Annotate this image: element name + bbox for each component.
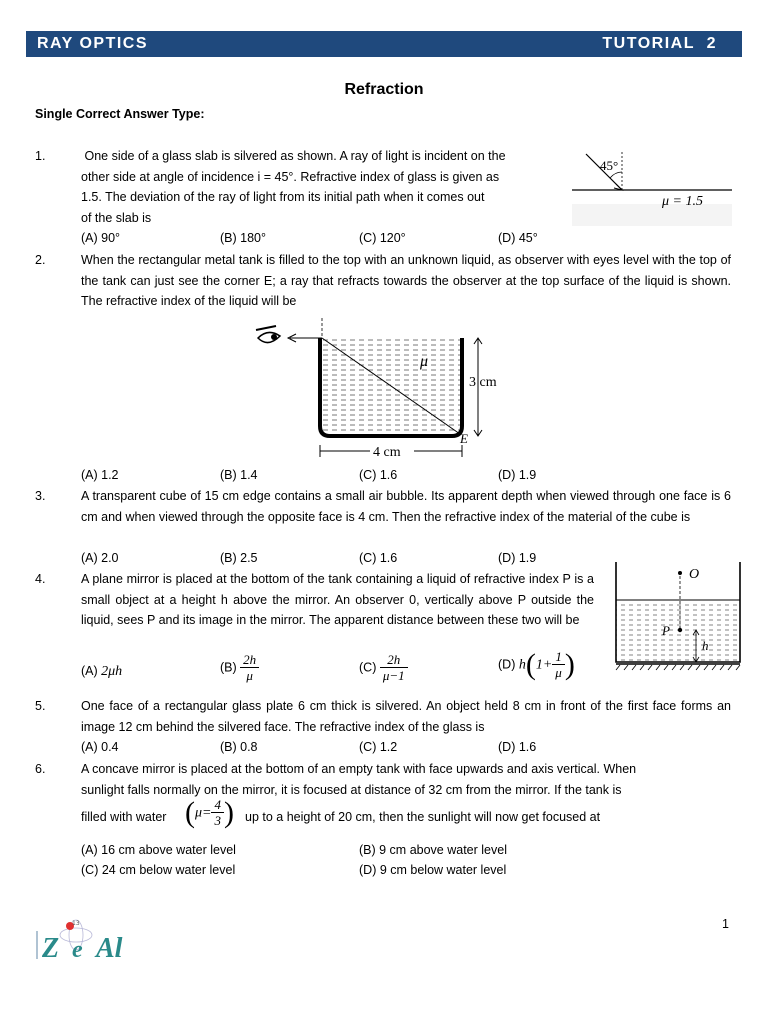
- q6-number: 6.: [35, 762, 46, 776]
- q2-mu-label: μ: [420, 353, 429, 370]
- q5-option-a: (A) 0.4: [81, 740, 119, 754]
- q1-option-d: (D) 45°: [498, 231, 538, 245]
- q6-line3-pre: filled with water: [81, 810, 167, 824]
- q4-option-c: [359, 653, 408, 683]
- q4-option-a: [81, 664, 122, 680]
- q1-figure: [572, 146, 738, 230]
- zeal-logo: [34, 917, 146, 965]
- q6-option-b: (B) 9 cm above water level: [359, 843, 507, 857]
- q6-line3-post: up to a height of 20 cm, then the sunlight will now get focused at: [245, 810, 601, 824]
- q4-option-d: (D) h(1+ $\frac{1}{\mu}$ ): [498, 648, 575, 681]
- q4-option-d-den: μ: [555, 665, 562, 680]
- q4-option-c-label: (C): [359, 660, 377, 675]
- q6-mu-den: 3: [214, 813, 221, 828]
- q2-option-c: (C) 1.6: [359, 468, 398, 482]
- q1-text: [81, 146, 561, 229]
- q2-number: 2.: [35, 253, 46, 267]
- q1-line: other side at angle of incidence i = 45°. Refractive index of glass is given as: [81, 169, 500, 184]
- q3-option-a: (A) 2.0: [81, 551, 119, 565]
- logo-letter-z: Z: [42, 933, 60, 964]
- q1-slab-shade: [572, 204, 732, 226]
- q4-object-label: P: [662, 623, 670, 638]
- q2-height-label: 3 cm: [469, 375, 497, 390]
- q3-number: 3.: [35, 489, 46, 503]
- q4-observer-label: O: [689, 567, 700, 582]
- q2-option-d: (D) 1.9: [498, 468, 537, 482]
- q4-option-c-num: 2h: [380, 653, 408, 668]
- q6-line1: A concave mirror is placed at the bottom of an empty tank with face upwards and axis vertical. When: [81, 762, 637, 776]
- q2-figure: [250, 318, 510, 468]
- q6-mu-num: 4: [211, 798, 224, 813]
- q3-option-d: (D) 1.9: [498, 551, 537, 565]
- q4-option-b-den: μ: [246, 668, 253, 683]
- q4-option-b: [220, 653, 259, 683]
- q1-line: One side of a glass slab is silvered as shown. A ray of light is incident on the: [81, 149, 506, 163]
- logo-letter-e: e: [72, 937, 83, 963]
- q1-angle-label: 45°: [600, 158, 619, 173]
- q4-mirror-hatch: [616, 665, 740, 670]
- q5-number: 5.: [35, 699, 46, 713]
- q4-figure: [604, 558, 746, 676]
- q4-option-b-label: (B): [220, 660, 237, 675]
- header-right-title: TUTORIAL 2: [602, 35, 717, 52]
- q1-line: of the slab is: [81, 211, 152, 226]
- q6-option-d: (D) 9 cm below water level: [359, 863, 507, 877]
- q5-option-d: (D) 1.6: [498, 740, 537, 754]
- q5-text: One face of a rectangular glass plate 6 cm thick is silvered. An object held 8 cm in front of the first face forms an image 12 cm behind the silvered face. The refractive index of the glass is: [81, 699, 731, 734]
- q6-option-c: (C) 24 cm below water level: [81, 863, 236, 877]
- q6-mu-expression: (μ= $\frac{4}{3}$ ): [185, 796, 234, 829]
- q3-text: A transparent cube of 15 cm edge contains a small air bubble. Its apparent depth when viewed through one face is 6 cm and when viewed through the opposite face is 4 cm. Then the refractive index of the material of the cube is: [81, 489, 731, 524]
- q6-mu-symbol: μ=: [195, 805, 212, 821]
- q4-object-point: [678, 628, 682, 632]
- header-left-title: RAY OPTICS: [37, 35, 149, 52]
- q2-text: When the rectangular metal tank is filled to the top with an unknown liquid, as observer with eyes level with the top of the tank can just see the corner E; a ray that refracts towards the observer at the top surface of the liquid is shown. The refractive index of the liquid will be: [81, 253, 731, 309]
- q4-option-d-one: 1+: [535, 657, 553, 673]
- q5-option-c: (C) 1.2: [359, 740, 398, 754]
- q2-corner-label: E: [460, 431, 468, 446]
- q1-line: 1.5. The deviation of the ray of light from its initial path when it comes out: [81, 190, 485, 205]
- page-number: 1: [722, 917, 729, 931]
- q6-line2: sunlight falls normally on the mirror, it is focused at distance of 32 cm from the mirror. If the tank is: [81, 783, 622, 797]
- q4-option-d-label: (D): [498, 657, 516, 672]
- q4-option-d-h: h: [518, 657, 526, 673]
- section-subtitle: Single Correct Answer Type:: [35, 107, 205, 121]
- q1-mu-label: μ = 1.5: [662, 194, 703, 209]
- q2-option-a: (A) 1.2: [81, 468, 119, 482]
- q1-option-c: (C) 120°: [359, 231, 406, 245]
- q3-option-c: (C) 1.6: [359, 551, 398, 565]
- q1-number: 1.: [35, 149, 46, 163]
- q4-option-c-den: μ−1: [382, 668, 405, 683]
- logo-letters-al: Al: [96, 933, 123, 964]
- q1-option-a: (A) 90°: [81, 231, 121, 245]
- q4-option-b-num: 2h: [240, 653, 259, 668]
- q5-option-b: (B) 0.8: [220, 740, 258, 754]
- q4-text: A plane mirror is placed at the bottom of the tank containing a liquid of refractive index P is a small object at a height h above the mirror. An observer 0, vertically above P outside the liquid, sees P and its image in the mirror. The apparent distance between these two will be: [81, 572, 594, 628]
- logo-tag: 13: [72, 920, 80, 927]
- q3-option-b: (B) 2.5: [220, 551, 258, 565]
- q2-width-label: 4 cm: [373, 445, 401, 460]
- eye-icon: [256, 326, 280, 343]
- q4-number: 4.: [35, 572, 46, 586]
- q4-liquid: [616, 600, 740, 662]
- header-bar: [26, 31, 742, 57]
- q2-option-b: (B) 1.4: [220, 468, 258, 482]
- q4-height-label: h: [702, 638, 709, 653]
- q4-option-a-expr: 2μh: [101, 664, 123, 679]
- q4-option-a-label: (A): [81, 664, 98, 678]
- q1-option-b: (B) 180°: [220, 231, 266, 245]
- q4-observer-point: [678, 571, 682, 575]
- page-title: Refraction: [344, 81, 424, 98]
- q6-option-a: (A) 16 cm above water level: [81, 843, 236, 857]
- q4-option-d-num: 1: [552, 650, 565, 665]
